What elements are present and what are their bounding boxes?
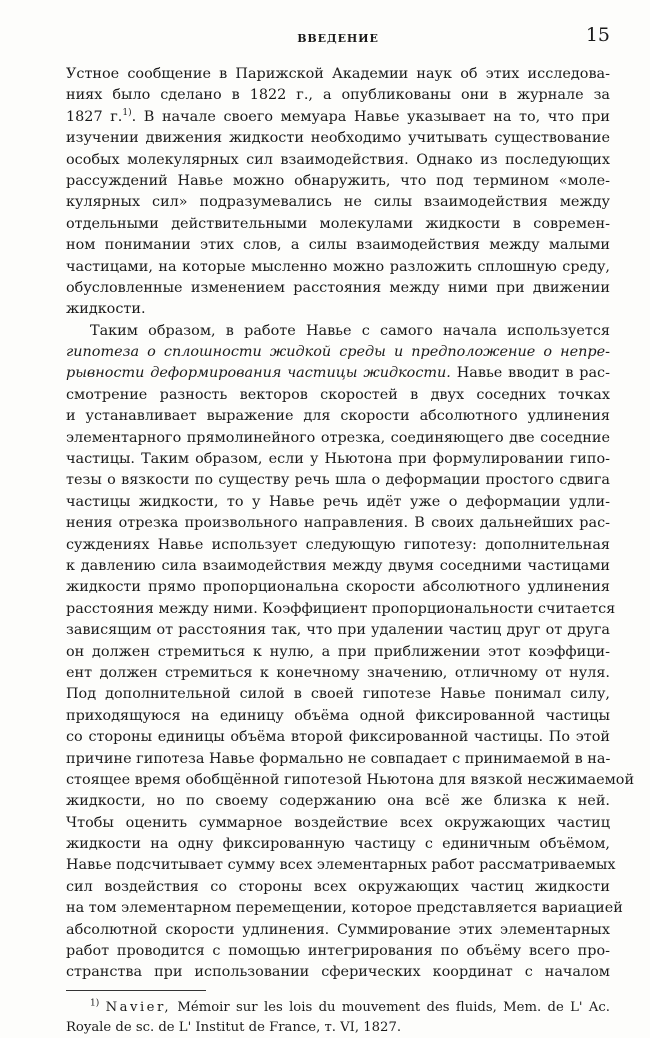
- text-line: со стороны единицы объёма второй фиксированной частицы. По этой: [66, 729, 610, 746]
- text-line: Таким образом, в работе Навье с самого начала используется: [90, 322, 610, 339]
- text-line: Чтобы оценить суммарное воздействие всех окружающих частиц: [66, 814, 610, 831]
- footnote-author: Navier,: [105, 999, 172, 1015]
- text-line: жидкости на одну фиксированную частицу с единичным объёмом,: [66, 836, 610, 853]
- footnote-line: [66, 998, 610, 1018]
- text-line: кулярных сил» подразумевались не силы взаимодействия между: [66, 194, 610, 211]
- text-line: частицы жидкости, то у Навье речь идёт уже о деформации удли-: [66, 493, 610, 510]
- text-line: обусловленные изменением расстояния между ними при движении: [66, 279, 610, 296]
- text-line: стоящее время обобщённой гипотезой Ньютона для вязкой несжимаемой: [66, 771, 635, 788]
- text-line: [66, 363, 610, 384]
- text-line: к давлению сила взаимодействия между двумя соседними частицами: [66, 557, 610, 574]
- text-line: ном понимании этих слов, а силы взаимодействия между малыми: [66, 237, 610, 254]
- text-line: он должен стремиться к нулю, а при приближении этот коэффици-: [66, 643, 610, 660]
- line-rest: . В начале своего мемуара Навье указывает на то, что при: [131, 108, 610, 125]
- text-line: особых молекулярных сил взаимодействия. Однако из последующих: [66, 151, 610, 168]
- text-line: Навье подсчитывает сумму всех элементарных работ рассматриваемых: [66, 857, 616, 874]
- text-line: Под дополнительной силой в своей гипотезе Навье понимал силу,: [66, 686, 610, 703]
- text-line: странства при использовании сферических координат с началом: [66, 964, 610, 981]
- italic-hypothesis-line: гипотеза о сплошности жидкой среды и предположение о непре-: [66, 344, 610, 361]
- text-line: приходящуюся на единицу объёма одной фиксированной частицы: [66, 707, 610, 724]
- text-line: ент должен стремиться к конечному значению, отличному от нуля.: [66, 664, 610, 681]
- text-line: на том элементарном перемещении, которое представляется вариацией: [66, 900, 623, 917]
- text-line: смотрение разность векторов скоростей в двух соседних точках: [66, 386, 610, 403]
- text-line: рассуждений Навье можно обнаружить, что под термином «моле-: [66, 172, 610, 189]
- italic-hypothesis-end: рывности деформирования частицы жидкости.: [66, 365, 451, 382]
- footnote-citation: Mémoir sur les lois du mouvement des fluids, Mem. de L' Ac.: [171, 999, 610, 1015]
- paragraph-1: [66, 64, 610, 321]
- footnote-reference[interactable]: 1): [122, 107, 132, 118]
- text-line: суждениях Навье использует следующую гипотезу: дополнительная: [66, 536, 610, 553]
- running-title: ВВЕДЕНИЕ: [297, 32, 379, 45]
- text-line: причине гипотеза Навье формально не совпадает с принимаемой в на-: [66, 750, 611, 767]
- text-line: частицами, на которые мысленно можно разложить сплошную среду,: [66, 258, 610, 275]
- text-line: отдельными действительными молекулами жидкости в современ-: [66, 215, 610, 232]
- footnote-separator: [66, 990, 206, 991]
- footnote-mark: 1): [90, 998, 100, 1009]
- text-line: зависящим от расстояния так, что при удалении частиц друг от друга: [66, 622, 610, 639]
- text-line: нения отрезка произвольного направления. В своих дальнейших рас-: [66, 515, 610, 532]
- text-line: абсолютной скорости удлинения. Суммирование этих элементарных: [66, 921, 610, 938]
- year-text: 1827 г.: [66, 108, 123, 125]
- page-header: [66, 24, 610, 64]
- text-line: ниях было сделано в 1822 г., а опубликованы они в журнале за: [66, 87, 610, 104]
- text-line: сил воздействия со стороны всех окружающих частиц жидкости: [66, 878, 610, 895]
- text-line: частицы. Таким образом, если у Ньютона при формулировании гипо-: [66, 451, 610, 468]
- text-line: и устанавливает выражение для скорости абсолютного удлинения: [66, 408, 610, 425]
- text-line: жидкости прямо пропорциональна скорости абсолютного удлинения: [66, 579, 610, 596]
- footnote: [66, 998, 610, 1038]
- text-line: жидкости, но по своему содержанию она всё же близка к ней.: [66, 793, 610, 810]
- book-page: [66, 24, 635, 1038]
- text-line: элементарного прямолинейного отрезка, соединяющего две соседние: [66, 429, 610, 446]
- text-line: [66, 107, 610, 128]
- text-line: работ проводится с помощью интегрирования по объёму всего про-: [66, 943, 610, 960]
- paragraph-2: [66, 321, 635, 984]
- text-line: изучении движения жидкости необходимо учитывать существование: [66, 130, 610, 147]
- line-rest: Навье вводит в рас-: [450, 365, 610, 382]
- text-line: жидкости.: [66, 301, 146, 318]
- text-line: Устное сообщение в Парижской Академии наук об этих исследова-: [66, 66, 610, 82]
- text-line: расстояния между ними. Коэффициент пропорциональности считается: [66, 600, 616, 617]
- footnote-line: Royale de sc. de L' Institut de France, т. VI, 1827.: [66, 1019, 402, 1035]
- text-line: тезы о вязкости по существу речь шла о деформации простого сдвига: [66, 472, 610, 489]
- page-number: 15: [585, 24, 610, 46]
